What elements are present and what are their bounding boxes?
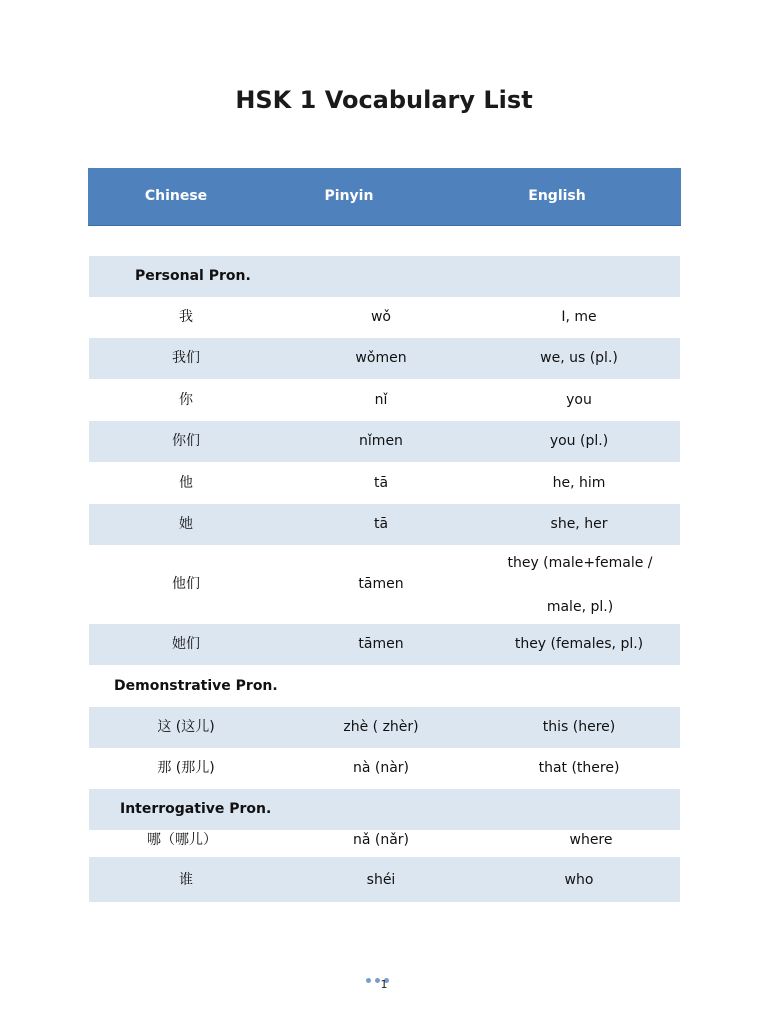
cell-english: he, him <box>552 475 606 491</box>
cell-chinese: 我们 <box>172 350 200 366</box>
section-label: Demonstrative Pron. <box>114 678 278 694</box>
cell-pinyin: shéi <box>366 872 396 888</box>
table-row <box>89 338 680 379</box>
cell-chinese: 你们 <box>172 433 200 449</box>
page-number: 1 <box>380 978 388 991</box>
cell-chinese: 我 <box>179 309 193 325</box>
cell-pinyin: wǒmen <box>355 350 407 366</box>
table-header <box>88 168 681 226</box>
table-row <box>89 707 680 748</box>
section-header-interrogative <box>89 789 680 830</box>
cell-chinese: 他 <box>179 475 193 491</box>
table-row <box>89 748 680 789</box>
page-separator-dots <box>366 968 402 976</box>
section-header-demonstrative <box>89 665 680 707</box>
table-row <box>89 545 680 624</box>
cell-pinyin: tāmen <box>358 576 404 592</box>
table-row <box>89 297 680 338</box>
cell-pinyin: nǐ <box>374 392 388 408</box>
cell-chinese: 她们 <box>172 636 200 652</box>
cell-pinyin: nà (nàr) <box>352 760 410 776</box>
header-chinese: Chinese <box>144 188 208 204</box>
table-row <box>89 857 680 902</box>
cell-chinese: 他们 <box>172 576 200 592</box>
cell-pinyin: nǐmen <box>359 433 403 449</box>
section-label: Personal Pron. <box>135 268 251 284</box>
cell-pinyin: tāmen <box>358 636 404 652</box>
header-english: English <box>528 188 586 204</box>
cell-chinese: 谁 <box>179 872 193 888</box>
header-pinyin: Pinyin <box>324 188 374 204</box>
cell-english: where <box>569 832 613 848</box>
section-label: Interrogative Pron. <box>120 801 272 817</box>
cell-english: they (male+female / male, pl.) <box>507 555 653 615</box>
cell-chinese: 那 (那儿) <box>157 760 215 776</box>
section-header-personal <box>89 256 680 297</box>
cell-pinyin: wǒ <box>370 309 391 325</box>
cell-chinese: 这 (这儿) <box>157 719 215 735</box>
cell-pinyin: tā <box>373 516 389 532</box>
cell-pinyin: tā <box>373 475 389 491</box>
cell-english: they (females, pl.) <box>514 636 644 652</box>
table-row <box>89 504 680 545</box>
cell-pinyin: zhè ( zhèr) <box>343 719 419 735</box>
cell-english: that (there) <box>538 760 620 776</box>
table-row <box>89 624 680 665</box>
cell-english: we, us (pl.) <box>540 350 618 366</box>
table-row <box>89 421 680 462</box>
cell-english: you <box>566 392 592 408</box>
cell-english: who <box>564 872 594 888</box>
table-row <box>89 379 680 421</box>
page-title: HSK 1 Vocabulary List <box>235 86 533 114</box>
table-row <box>89 462 680 504</box>
cell-english: this (here) <box>542 719 616 735</box>
cell-english: I, me <box>561 309 597 325</box>
cell-english: she, her <box>550 516 608 532</box>
table-row <box>89 830 680 857</box>
cell-pinyin: nǎ (nǎr) <box>352 832 410 848</box>
cell-chinese: 你 <box>179 392 193 408</box>
cell-chinese: 她 <box>179 516 193 532</box>
cell-english: you (pl.) <box>549 433 609 449</box>
cell-chinese: 哪（哪儿） <box>147 832 217 848</box>
